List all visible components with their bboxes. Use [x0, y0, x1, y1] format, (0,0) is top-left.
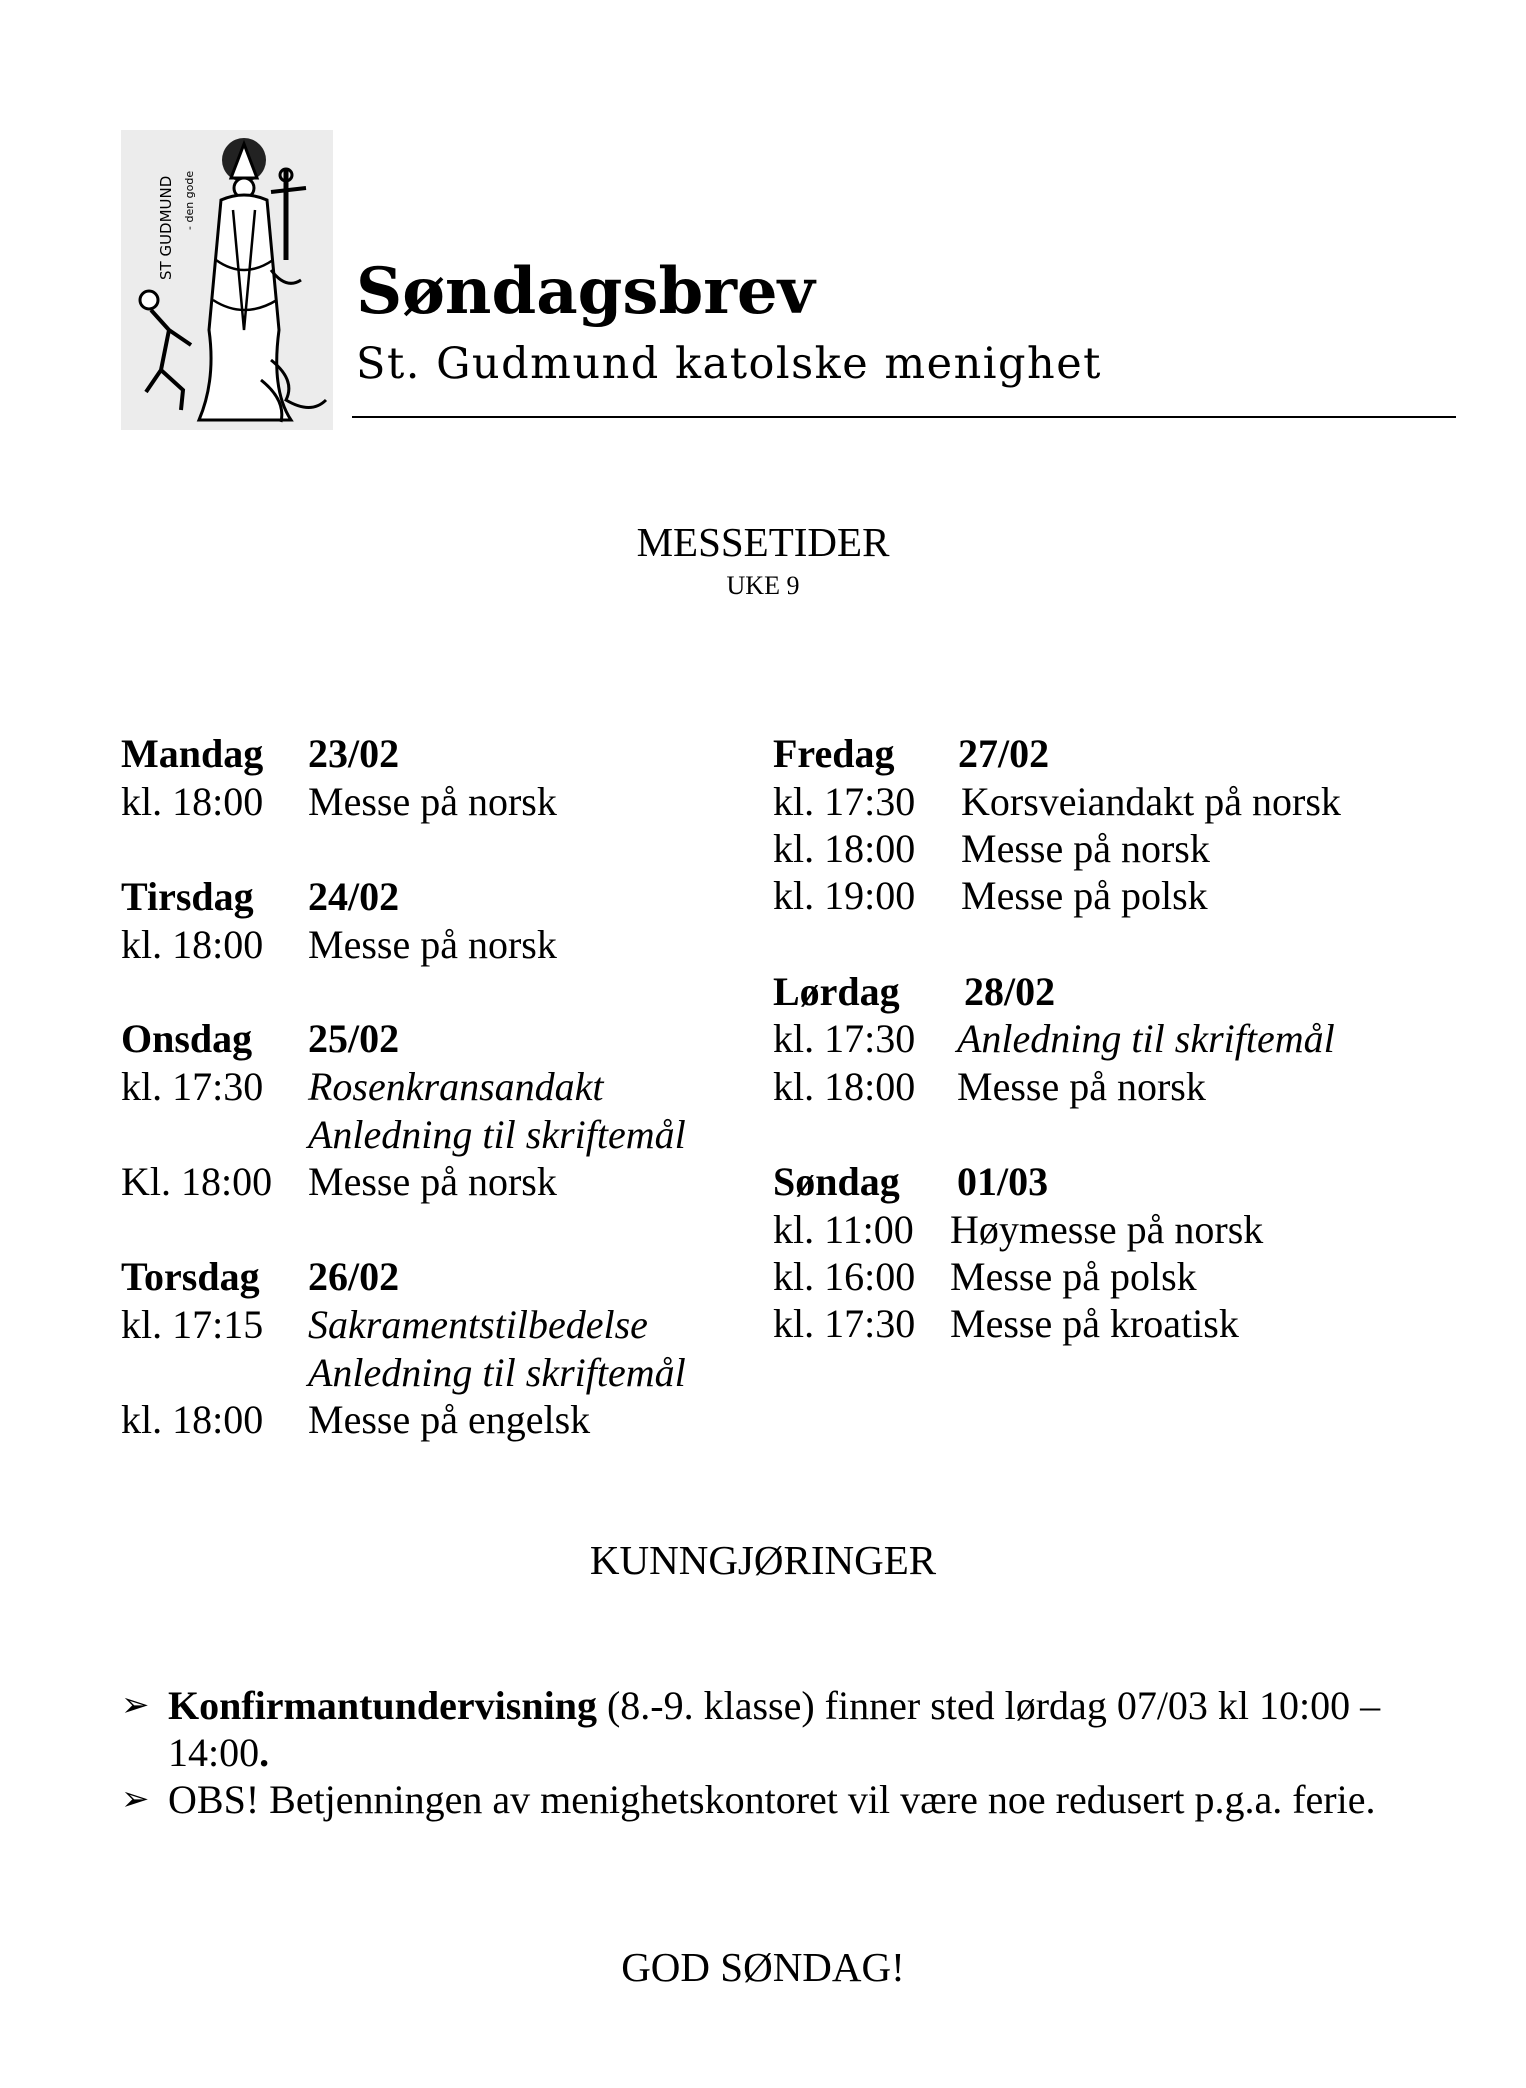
announcement-keyword: Konfirmantundervisning: [168, 1683, 597, 1728]
mass-activity: Korsveiandakt på norsk: [961, 779, 1341, 824]
day-date: 01/03: [957, 1159, 1049, 1204]
page-title: Søndagsbrev: [356, 254, 815, 329]
day-date: 25/02: [308, 1016, 400, 1061]
announcement-item: [168, 1682, 1380, 1729]
mass-activity: Messe på kroatisk: [950, 1301, 1239, 1346]
day-name: Mandag: [121, 731, 264, 776]
closing-greeting: GOD SØNDAG!: [621, 1944, 905, 1990]
mass-activity: Messe på polsk: [961, 873, 1208, 918]
mass-activity: Messe på engelsk: [308, 1397, 591, 1442]
day-date: 27/02: [958, 731, 1050, 776]
announcement-item: OBS! Betjenningen av menighetskontoret vil være noe redusert p.g.a. ferie.: [168, 1777, 1376, 1822]
svg-text:- den gode: - den gode: [183, 170, 196, 230]
mass-activity: Anledning til skriftemål: [957, 1016, 1335, 1061]
mass-activity: Rosenkransandakt: [308, 1064, 604, 1109]
st-gudmund-logo-icon: [121, 130, 333, 430]
mass-time: kl. 17:30: [121, 1064, 264, 1109]
announcement-item-continued: [168, 1729, 269, 1776]
mass-activity: Messe på polsk: [950, 1254, 1197, 1299]
day-date: 23/02: [308, 731, 400, 776]
day-name: Torsdag: [121, 1254, 260, 1299]
mass-time: kl. 17:30: [773, 1016, 916, 1061]
mass-activity: Messe på norsk: [308, 779, 557, 824]
mass-activity: Sakramentstilbedelse: [308, 1302, 648, 1347]
announcements-heading: KUNNGJØRINGER: [589, 1537, 937, 1583]
mass-time: kl. 19:00: [773, 873, 916, 918]
mass-activity: Messe på norsk: [957, 1064, 1206, 1109]
day-name: Lørdag: [773, 969, 900, 1014]
arrow-bullet-icon: ➢: [121, 1685, 150, 1725]
header-divider: [352, 416, 1456, 418]
logo-text: ST GUDMUND: [157, 175, 175, 280]
day-name: Onsdag: [121, 1016, 253, 1061]
mass-activity: Anledning til skriftemål: [308, 1350, 686, 1395]
week-label: UKE 9: [726, 571, 800, 600]
day-name: Tirsdag: [121, 874, 254, 919]
mass-time: kl. 17:30: [773, 779, 916, 824]
mass-time: kl. 17:15: [121, 1302, 264, 1347]
announcement-text: 14:00: [168, 1730, 260, 1775]
mass-time: kl. 18:00: [121, 922, 264, 967]
mass-activity: Messe på norsk: [308, 1159, 557, 1204]
mass-time: kl. 11:00: [773, 1207, 914, 1252]
mass-activity: Messe på norsk: [308, 922, 557, 967]
day-date: 28/02: [964, 969, 1056, 1014]
mass-activity: Anledning til skriftemål: [308, 1112, 686, 1157]
arrow-bullet-icon: ➢: [121, 1779, 150, 1819]
mass-time: kl. 18:00: [121, 779, 264, 824]
mass-time: kl. 16:00: [773, 1254, 916, 1299]
announcement-period: .: [259, 1730, 270, 1775]
day-name: Søndag: [773, 1159, 900, 1204]
mass-time: kl. 18:00: [773, 826, 916, 871]
mass-activity: Høymesse på norsk: [950, 1207, 1264, 1252]
mass-time: kl. 18:00: [121, 1397, 264, 1442]
parish-logo: [121, 130, 333, 430]
announcement-text: (8.-9. klasse) finner sted lørdag 07/03 kl 10:00 –: [596, 1683, 1381, 1728]
mass-time: kl. 17:30: [773, 1301, 916, 1346]
day-date: 24/02: [308, 874, 400, 919]
mass-times-heading: MESSETIDER: [636, 519, 890, 565]
page-subtitle: St. Gudmund katolske menighet: [356, 339, 1102, 389]
mass-activity: Messe på norsk: [961, 826, 1210, 871]
day-name: Fredag: [773, 731, 895, 776]
day-date: 26/02: [308, 1254, 400, 1299]
mass-time: kl. 18:00: [773, 1064, 916, 1109]
mass-time: Kl. 18:00: [121, 1159, 273, 1204]
